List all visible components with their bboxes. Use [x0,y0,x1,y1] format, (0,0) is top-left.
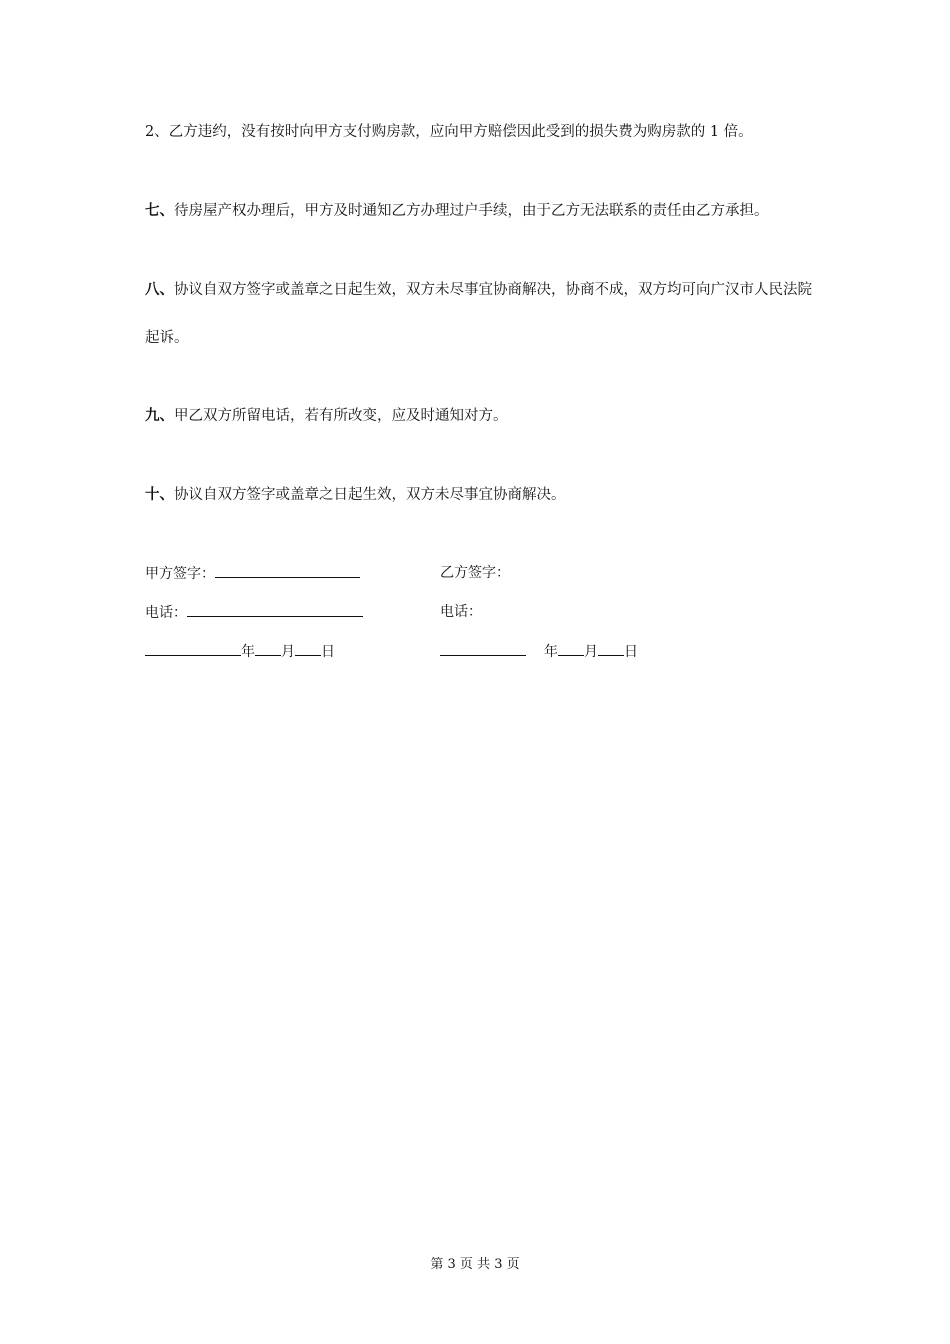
party-b-phone [440,602,482,622]
party-b-signature [440,563,510,583]
party-b-phone-label: 电话： [440,604,482,620]
clause-9 [145,392,825,440]
month-line [255,641,281,656]
clause-text: 甲乙双方所留电话，若有所改变，应及时通知对方。 [174,408,508,424]
clause-6-2 [145,108,825,156]
day-line [598,641,624,656]
clause-text: 协议自双方签字或盖章之日起生效，双方未尽事宜协商解决，协商不成，双方均可向广汉市人民法院起诉。 [145,282,812,346]
month-label: 月 [584,644,598,660]
clause-number: 七、 [145,202,174,219]
party-a-phone-label: 电话： [145,605,187,621]
clause-text: 协议自双方签字或盖章之日起生效，双方未尽事宜协商解决。 [174,487,566,503]
clause-text: 待房屋产权办理后，甲方及时通知乙方办理过户手续，由于乙方无法联系的责任由乙方承担。 [174,203,769,219]
clause-number: 八、 [145,281,174,298]
date-line [440,641,526,656]
date-line [145,641,241,656]
day-label: 日 [321,644,335,660]
day-line [295,641,321,656]
party-a-sign-label: 甲方签字： [145,566,215,582]
clause-number: 九、 [145,407,174,424]
day-label: 日 [624,644,638,660]
year-label: 年 [544,644,558,660]
party-a-phone-line [187,602,363,617]
party-a-sign-line [215,563,360,578]
clause-text: 2、乙方违约，没有按时向甲方支付购房款，应向甲方赔偿因此受到的损失费为购房款的 1 倍。 [145,124,753,140]
year-label: 年 [241,644,255,660]
party-b-date [440,641,638,662]
party-a-phone [145,602,363,623]
page-footer: 第 3 页 共 3 页 [430,1257,520,1272]
clause-8 [145,266,825,362]
party-b-sign-label: 乙方签字： [440,565,510,581]
month-line [558,641,584,656]
party-a-date [145,641,335,662]
month-label: 月 [281,644,295,660]
clause-7 [145,187,825,235]
party-a-signature [145,563,360,584]
clause-10 [145,471,825,519]
clause-number: 十、 [145,486,174,503]
